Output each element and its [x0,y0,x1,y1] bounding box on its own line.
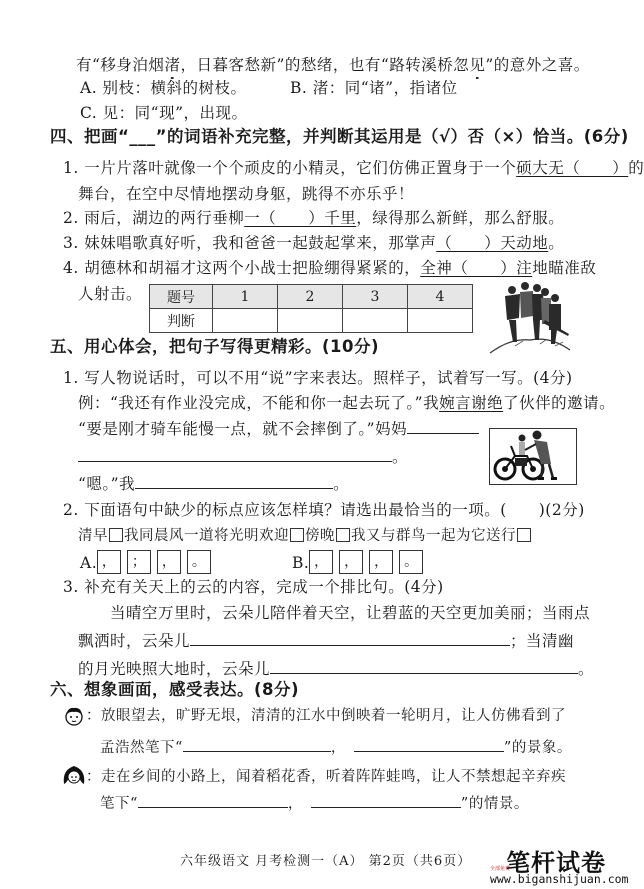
judgment-table [149,284,473,333]
table-cell: 2 [278,285,343,309]
table-cell: 1 [213,285,278,309]
s5-q1-line2 [78,447,408,467]
text: 4. 胡德林和胡福才这两个小战士把脸绷得紧紧的， [63,259,421,277]
table-header: 判断 [150,309,213,333]
text: ， [287,796,303,812]
text: ”的情景。 [460,796,529,812]
text: 2. 雨后，湖边的两行垂柳 [63,209,245,227]
answer-cell[interactable] [343,309,408,333]
option-label: B. [292,554,310,572]
option-label: A. [80,554,98,572]
punct-box: 。 [187,550,211,574]
text: 飘洒时，云朵儿 [78,632,191,650]
text: ，绿得那么新鲜，那么舒服。 [356,209,565,227]
option-b[interactable]: B. 渚：同“诸”，指诸位 [290,79,458,97]
text: 了伙伴的邀请。 [503,394,616,412]
text: 1. 一片片落叶就像一个个顽皮的小精灵，它们仿佛正置身于一个 [63,159,517,177]
answer-blank[interactable] [190,631,510,646]
answer-blank[interactable] [354,737,504,752]
emphasis-char: 见 [469,56,486,74]
text: 傍晚 [305,528,335,544]
fill-blank-3[interactable]: （ ）天动地 [436,234,549,252]
s6-item-2-line1: ：走在乡间的小路上，闻着稻花香，听着阵阵蛙鸣，让人不禁想起辛弃疾 [86,769,566,785]
s4-item-4 [63,258,596,278]
option-a[interactable]: A. 别枝：横斜的树枝。 [80,79,247,97]
s5-q1-example [78,393,615,413]
section-4-heading: 四、把画“___”的词语补充完整，并判断其运用是（√）否（×）恰当。(6分) [50,127,629,146]
q3-stem-line [76,55,590,75]
fill-blank-1[interactable]: 硕大无（ ） [516,159,629,177]
text: 笔下“ [100,796,138,812]
punct-box: ； [127,550,151,574]
punct-box: 。 [399,550,423,574]
text: ”的意外之喜。 [485,56,590,74]
answer-blank[interactable] [138,793,288,808]
watermark-url[interactable]: www.biganshijuan.com [490,872,629,886]
s5-q3-line1: 当晴空万里时，云朵儿陪伴着天空，让碧蓝的天空更加美丽；当雨点 [110,604,591,622]
page-footer: 六年级语文 月考检测一（A） 第2页（共6页） [180,854,472,869]
answer-blank[interactable] [135,474,333,489]
option-c[interactable]: C. 见：同“现”，出现。 [80,104,248,122]
punct-box: ， [97,550,121,574]
answer-blank[interactable] [270,659,578,674]
text: 地瞄准敌 [532,259,597,277]
s6-item-1-line1: ：放眼望去，旷野无垠，清清的江水中倒映着一轮明月，让人仿佛看到了 [86,708,566,724]
text: 的 [628,159,644,177]
punct-box: ， [369,550,393,574]
section-5-heading: 五、用心体会，把句子写得更精彩。(10分) [50,337,380,356]
s5-q3-prompt: 3. 补充有关天上的云的内容，完成一个排比句。(4分) [63,578,444,596]
text: 我同晨风一道将光明欢迎 [124,528,289,544]
text: ，日暮客愁新”的愁绪，也有“路转溪桥忽 [180,56,470,74]
boy-face-icon [63,705,85,727]
punct-box: ， [309,550,333,574]
watermark-logo: 笔杆试卷 [506,849,606,877]
punct-box: ， [339,550,363,574]
punct-box: ， [157,550,181,574]
text: 我又与群鸟一起为它送行 [351,528,516,544]
table-header: 题号 [150,285,213,309]
s5-q2-option-a[interactable] [80,552,217,576]
s6-item-2-line2 [100,793,529,814]
s4-item-4-cont: 人射击。 [78,285,143,303]
text: 清早 [78,528,108,544]
text: 。 [578,660,595,678]
s6-item-1-line2 [100,737,572,758]
punct-box [517,528,531,542]
s5-q3-line2 [78,631,574,651]
text: “要是刚才骑车能慢一点，就不会摔倒了。”妈妈 [78,420,408,438]
answer-cell[interactable] [278,309,343,333]
fill-blank-4[interactable]: 全神（ ）注 [420,259,533,277]
section-6-heading: 六、想象画面，感受表达。(8分) [50,680,300,699]
s5-q2-prompt: 2. 下面语句中缺少的标点应该怎样填？请选出最恰当的一项。( )(2分) [63,501,585,519]
text: 。 [333,475,350,493]
answer-cell[interactable] [408,309,473,333]
s5-q1-line1 [78,419,479,439]
table-row [150,309,473,333]
text: ”的景象。 [503,740,572,756]
text: 例：“我还有作业没完成，不能和你一起去玩了。”我 [78,394,440,412]
punct-box [290,528,304,542]
answer-blank[interactable] [183,737,331,752]
soldiers-illustration [485,278,575,358]
text: 。 [548,234,565,252]
text: 有“移身泊烟 [76,56,165,74]
text: 的月光映照大地时，云朵儿 [78,660,271,678]
s5-q1-line3 [78,474,349,494]
s5-q1-prompt: 1. 写人物说话时，可以不用“说”字来表达。照样子，试着写一写。(4分) [63,369,573,387]
answer-blank[interactable] [78,447,392,462]
girl-face-icon [62,764,86,786]
watermark-tag: 全部免费 [490,866,511,872]
table-row [150,285,473,309]
text: 孟浩然笔下“ [100,740,183,756]
emphasis-char: 渚 [164,56,181,74]
s5-q2-option-b[interactable] [292,552,429,576]
bicycle-illustration [489,428,577,485]
example-underlined: 婉言谢绝 [439,394,504,412]
text: “嗯。”我 [78,475,136,493]
answer-cell[interactable] [213,309,278,333]
answer-blank[interactable] [311,793,461,808]
s5-q3-line3 [78,659,594,679]
punct-box [336,528,350,542]
text: 3. 妹妹唱歌真好听，我和爸爸一起鼓起掌来，那掌声 [63,234,437,252]
text: ；当清幽 [510,632,575,650]
s4-item-1 [63,158,644,178]
table-cell: 4 [408,285,473,309]
s4-item-2 [63,208,564,228]
table-cell: 3 [343,285,408,309]
s4-item-1-cont: 舞台，在空中尽情地摆动身躯，跳得不亦乐乎！ [78,185,415,203]
punct-box [109,528,123,542]
s5-q2-sentence [78,526,532,546]
fill-blank-2[interactable]: 一（ ）千里 [244,209,357,227]
s4-item-3 [63,233,564,253]
text: ， [330,740,346,756]
answer-blank[interactable] [407,419,479,434]
text: 。 [392,448,409,466]
